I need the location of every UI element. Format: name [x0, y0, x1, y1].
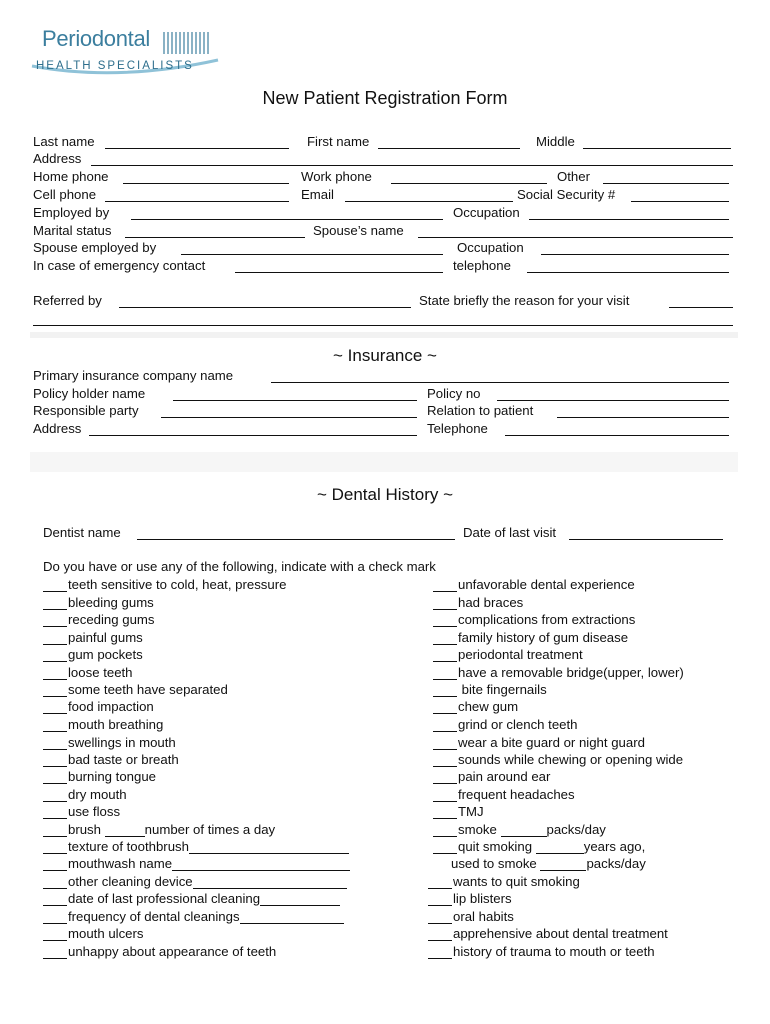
form-title: New Patient Registration Form: [262, 88, 508, 108]
insurance-company-label: Primary insurance company name: [33, 368, 234, 383]
section-divider: [30, 332, 738, 338]
check-item-left[interactable]: use floss: [43, 804, 120, 819]
relation-field[interactable]: [557, 417, 729, 418]
check-item-right[interactable]: apprehensive about dental treatment: [428, 926, 668, 941]
first-name-label: First name: [307, 134, 370, 149]
cell-phone-label: Cell phone: [33, 187, 97, 202]
check-item-left[interactable]: burning tongue: [43, 769, 156, 784]
mouthwash-name-field[interactable]: [172, 858, 350, 871]
checkbox-blank[interactable]: [428, 946, 452, 959]
marital-status-label: Marital status: [33, 223, 112, 238]
spouse-employed-field[interactable]: [181, 254, 443, 255]
check-item-brush[interactable]: brush number of times a day: [43, 822, 275, 837]
checkbox-blank[interactable]: [428, 876, 452, 889]
spouse-employed-label: Spouse employed by: [33, 240, 157, 255]
checkbox-blank[interactable]: [43, 649, 67, 662]
occupation-label: Occupation: [453, 205, 520, 220]
checkbox-blank[interactable]: [43, 667, 67, 680]
middle-label: Middle: [536, 134, 575, 149]
insurance-address-field[interactable]: [89, 435, 417, 436]
checkbox-blank[interactable]: [433, 754, 457, 767]
check-item-left[interactable]: unhappy about appearance of teeth: [43, 944, 276, 959]
check-item-right[interactable]: sounds while chewing or opening wide: [433, 752, 683, 767]
checkbox-blank[interactable]: [43, 824, 67, 837]
check-item-right[interactable]: TMJ: [433, 804, 484, 819]
emergency-contact-field[interactable]: [235, 272, 443, 273]
check-item-right[interactable]: chew gum: [433, 699, 518, 714]
checkbox-blank[interactable]: [43, 614, 67, 627]
checkbox-blank[interactable]: [433, 684, 457, 697]
responsible-party-field[interactable]: [161, 417, 417, 418]
logo-name: Periodontal: [42, 26, 150, 51]
check-item-smoke[interactable]: smoke packs/day: [433, 822, 606, 837]
ssn-label: Social Security #: [517, 187, 616, 202]
quit-years-field[interactable]: [536, 841, 584, 854]
check-item-left[interactable]: some teeth have separated: [43, 682, 228, 697]
policy-no-label: Policy no: [427, 386, 481, 401]
checkbox-blank[interactable]: [43, 806, 67, 819]
employed-by-label: Employed by: [33, 205, 110, 220]
checkbox-blank[interactable]: [43, 893, 67, 906]
checkbox-blank[interactable]: [43, 719, 67, 732]
emergency-contact-label: In case of emergency contact: [33, 258, 206, 273]
check-item-left[interactable]: bad taste or breath: [43, 752, 179, 767]
emergency-telephone-label: telephone: [453, 258, 511, 273]
checkbox-blank[interactable]: [43, 701, 67, 714]
logo-swoosh-icon: [28, 52, 228, 92]
check-item-right[interactable]: periodontal treatment: [433, 647, 583, 662]
check-item-left[interactable]: date of last professional cleaning: [43, 891, 340, 906]
check-item-right[interactable]: frequent headaches: [433, 787, 575, 802]
referred-by-field[interactable]: [119, 307, 411, 308]
insurance-telephone-field[interactable]: [505, 435, 729, 436]
spouse-occupation-label: Occupation: [457, 240, 524, 255]
check-item-left[interactable]: gum pockets: [43, 647, 143, 662]
last-cleaning-date-field[interactable]: [260, 893, 340, 906]
ssn-field[interactable]: [631, 201, 729, 202]
dentist-name-label: Dentist name: [43, 525, 121, 540]
responsible-party-label: Responsible party: [33, 403, 139, 418]
checkbox-blank[interactable]: [428, 928, 452, 941]
check-item-left[interactable]: mouth breathing: [43, 717, 163, 732]
check-item-quit[interactable]: quit smoking years ago,: [433, 839, 645, 854]
checkbox-blank[interactable]: [43, 946, 67, 959]
check-item-left[interactable]: mouthwash name: [43, 856, 350, 871]
check-item-left[interactable]: frequency of dental cleanings: [43, 909, 344, 924]
marital-status-field[interactable]: [125, 237, 305, 238]
check-item-right[interactable]: lip blisters: [428, 891, 512, 906]
check-item-right[interactable]: pain around ear: [433, 769, 550, 784]
insurance-telephone-label: Telephone: [427, 421, 488, 436]
email-label: Email: [301, 187, 334, 202]
last-name-label: Last name: [33, 134, 95, 149]
home-phone-label: Home phone: [33, 169, 109, 184]
checkbox-blank[interactable]: [433, 632, 457, 645]
check-item-left[interactable]: other cleaning device: [43, 874, 347, 889]
work-phone-label: Work phone: [301, 169, 372, 184]
work-phone-field[interactable]: [391, 183, 547, 184]
checkbox-blank[interactable]: [433, 841, 457, 854]
check-item-right[interactable]: wants to quit smoking: [428, 874, 580, 889]
checkbox-blank[interactable]: [433, 579, 457, 592]
checkbox-blank[interactable]: [43, 632, 67, 645]
checkbox-blank[interactable]: [43, 858, 67, 871]
check-item-left[interactable]: swellings in mouth: [43, 735, 176, 750]
reason-continuation-line[interactable]: [33, 325, 733, 326]
checkbox-blank[interactable]: [433, 824, 457, 837]
checkbox-blank[interactable]: [43, 597, 67, 610]
check-item-right[interactable]: bite fingernails: [433, 682, 547, 697]
check-item-right[interactable]: history of trauma to mouth or teeth: [428, 944, 655, 959]
smoke-packs-field[interactable]: [501, 824, 547, 837]
checkbox-blank[interactable]: [43, 789, 67, 802]
spouse-occupation-field[interactable]: [541, 254, 729, 255]
checkbox-blank[interactable]: [433, 789, 457, 802]
insurance-company-field[interactable]: [271, 382, 729, 383]
check-item-left[interactable]: food impaction: [43, 699, 154, 714]
used-to-smoke-packs-field[interactable]: [540, 858, 586, 871]
checkbox-blank[interactable]: [433, 649, 457, 662]
first-name-field[interactable]: [378, 148, 520, 149]
policy-holder-field[interactable]: [173, 400, 417, 401]
checkbox-blank[interactable]: [433, 667, 457, 680]
check-item-left[interactable]: bleeding gums: [43, 595, 154, 610]
checkbox-blank[interactable]: [433, 614, 457, 627]
checkbox-blank[interactable]: [43, 911, 67, 924]
dentist-name-field[interactable]: [137, 539, 455, 540]
address-field[interactable]: [91, 165, 733, 166]
policy-holder-label: Policy holder name: [33, 386, 146, 401]
check-item-right[interactable]: family history of gum disease: [433, 630, 628, 645]
check-item-left[interactable]: teeth sensitive to cold, heat, pressure: [43, 577, 286, 592]
check-item-right[interactable]: wear a bite guard or night guard: [433, 735, 645, 750]
check-item-right[interactable]: unfavorable dental experience: [433, 577, 635, 592]
checkbox-blank[interactable]: [433, 806, 457, 819]
last-name-field[interactable]: [105, 148, 289, 149]
spouse-name-field[interactable]: [418, 237, 733, 238]
logo-subtitle: HEALTH SPECIALISTS: [36, 60, 194, 72]
cleaning-frequency-field[interactable]: [240, 911, 344, 924]
dental-history-heading: ~ Dental History ~: [316, 485, 454, 504]
check-item-right[interactable]: grind or clench teeth: [433, 717, 578, 732]
checkbox-blank[interactable]: [43, 841, 67, 854]
checkbox-blank[interactable]: [43, 928, 67, 941]
address-label: Address: [33, 151, 82, 166]
brush-count-field[interactable]: [105, 824, 145, 837]
checkbox-blank[interactable]: [43, 876, 67, 889]
policy-no-field[interactable]: [497, 400, 729, 401]
check-item-right[interactable]: had braces: [433, 595, 523, 610]
check-item-left[interactable]: loose teeth: [43, 665, 133, 680]
checkbox-blank[interactable]: [433, 737, 457, 750]
check-item-left[interactable]: texture of toothbrush: [43, 839, 349, 854]
insurance-heading: ~ Insurance ~: [333, 346, 437, 365]
emergency-telephone-field[interactable]: [527, 272, 729, 273]
home-phone-field[interactable]: [123, 183, 289, 184]
check-item-right[interactable]: oral habits: [428, 909, 514, 924]
check-item-left[interactable]: mouth ulcers: [43, 926, 144, 941]
checkbox-blank[interactable]: [433, 771, 457, 784]
reason-field[interactable]: [669, 307, 733, 308]
section-divider-2: [30, 452, 738, 472]
spouse-name-label: Spouse’s name: [313, 223, 404, 238]
insurance-address-label: Address: [33, 421, 82, 436]
referred-by-label: Referred by: [33, 293, 102, 308]
check-item-left[interactable]: painful gums: [43, 630, 143, 645]
relation-label: Relation to patient: [427, 403, 534, 418]
checkbox-blank[interactable]: [43, 737, 67, 750]
check-item-left[interactable]: receding gums: [43, 612, 155, 627]
checkbox-blank[interactable]: [43, 754, 67, 767]
practice-logo: [28, 22, 228, 84]
checkbox-blank[interactable]: [43, 684, 67, 697]
cell-phone-field[interactable]: [105, 201, 289, 202]
other-phone-label: Other: [557, 169, 590, 184]
cleaning-device-field[interactable]: [193, 876, 347, 889]
check-item-right[interactable]: have a removable bridge(upper, lower): [433, 665, 684, 680]
occupation-field[interactable]: [529, 219, 729, 220]
other-phone-field[interactable]: [603, 183, 729, 184]
checkbox-blank[interactable]: [433, 701, 457, 714]
checklist-instruction: Do you have or use any of the following, indicate with a check mark: [43, 559, 436, 574]
reason-label: State briefly the reason for your visit: [419, 293, 630, 308]
checkbox-blank[interactable]: [433, 597, 457, 610]
used-to-smoke-line: used to smoke packs/day: [451, 856, 646, 871]
check-item-right[interactable]: complications from extractions: [433, 612, 635, 627]
logo-bars-icon: [163, 30, 213, 56]
email-field[interactable]: [345, 201, 513, 202]
checkbox-blank[interactable]: [428, 911, 452, 924]
checkbox-blank[interactable]: [428, 893, 452, 906]
check-item-left[interactable]: dry mouth: [43, 787, 127, 802]
toothbrush-texture-field[interactable]: [189, 841, 349, 854]
checkbox-blank[interactable]: [43, 579, 67, 592]
employed-by-field[interactable]: [131, 219, 443, 220]
checkbox-blank[interactable]: [433, 719, 457, 732]
last-visit-label: Date of last visit: [463, 525, 557, 540]
last-visit-field[interactable]: [569, 539, 723, 540]
middle-field[interactable]: [583, 148, 731, 149]
checkbox-blank[interactable]: [43, 771, 67, 784]
